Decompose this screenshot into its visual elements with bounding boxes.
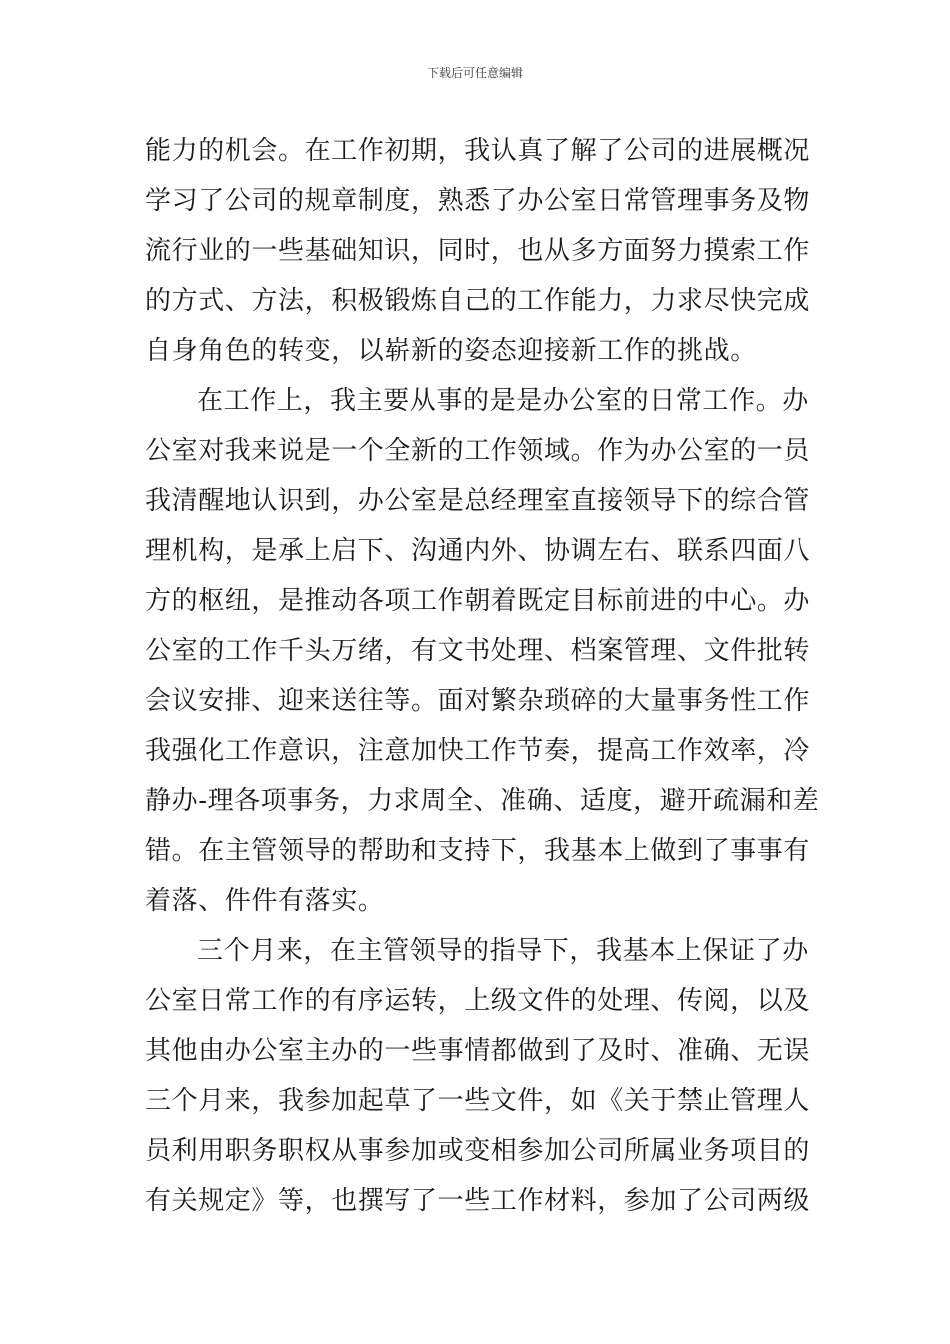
text-line: 公室日常工作的有序运转，上级文件的处理、传阅，以及 — [145, 986, 811, 1016]
text-line: 公室对我来说是一个全新的工作领域。作为办公室的一员 — [145, 436, 811, 466]
page-header: 下载后可任意编辑 — [426, 66, 523, 80]
paragraph-start-line: 在工作上，我主要从事的是是办公室的日常工作。办 — [197, 386, 809, 416]
text-line: 着落、件件有落实。 — [145, 886, 385, 916]
text-line: 我强化工作意识，注意加快工作节奏，提高工作效率，冷 — [145, 736, 811, 766]
text-line: 其他由办公室主办的一些事情都做到了及时、准确、无误 — [145, 1036, 811, 1066]
text-line: 我清醒地认识到，办公室是总经理室直接领导下的综合管 — [145, 486, 811, 516]
text-line: 能力的机会。在工作初期，我认真了解了公司的进展概况 — [145, 136, 811, 166]
text-line: 错。在主管领导的帮助和支持下，我基本上做到了事事有 — [145, 836, 811, 866]
text-line: 学习了公司的规章制度，熟悉了办公室日常管理事务及物 — [145, 186, 811, 216]
text-line: 公室的工作千头万绪，有文书处理、档案管理、文件批转 — [145, 636, 811, 666]
text-line: 有关规定》等，也撰写了一些工作材料，参加了公司两级 — [145, 1186, 811, 1216]
text-line: 流行业的一些基础知识，同时，也从多方面努力摸索工作 — [145, 236, 811, 266]
text-line: 静办-理各项事务，力求周全、准确、适度，避开疏漏和差 — [145, 786, 820, 816]
text-line: 方的枢纽，是推动各项工作朝着既定目标前进的中心。办 — [145, 586, 811, 616]
text-line: 三个月来，我参加起草了一些文件，如《关于禁止管理人 — [145, 1086, 811, 1116]
text-line: 会议安排、迎来送往等。面对繁杂琐碎的大量事务性工作 — [145, 686, 811, 716]
text-line: 的方式、方法，积极锻炼自己的工作能力，力求尽快完成 — [145, 286, 811, 316]
text-line: 自身角色的转变，以崭新的姿态迎接新工作的挑战。 — [145, 336, 757, 366]
document-body — [145, 126, 825, 1226]
text-line: 理机构，是承上启下、沟通内外、协调左右、联系四面八 — [145, 536, 811, 566]
text-line: 员利用职务职权从事参加或变相参加公司所属业务项目的 — [145, 1136, 811, 1166]
paragraph-start-line: 三个月来，在主管领导的指导下，我基本上保证了办 — [197, 936, 809, 966]
